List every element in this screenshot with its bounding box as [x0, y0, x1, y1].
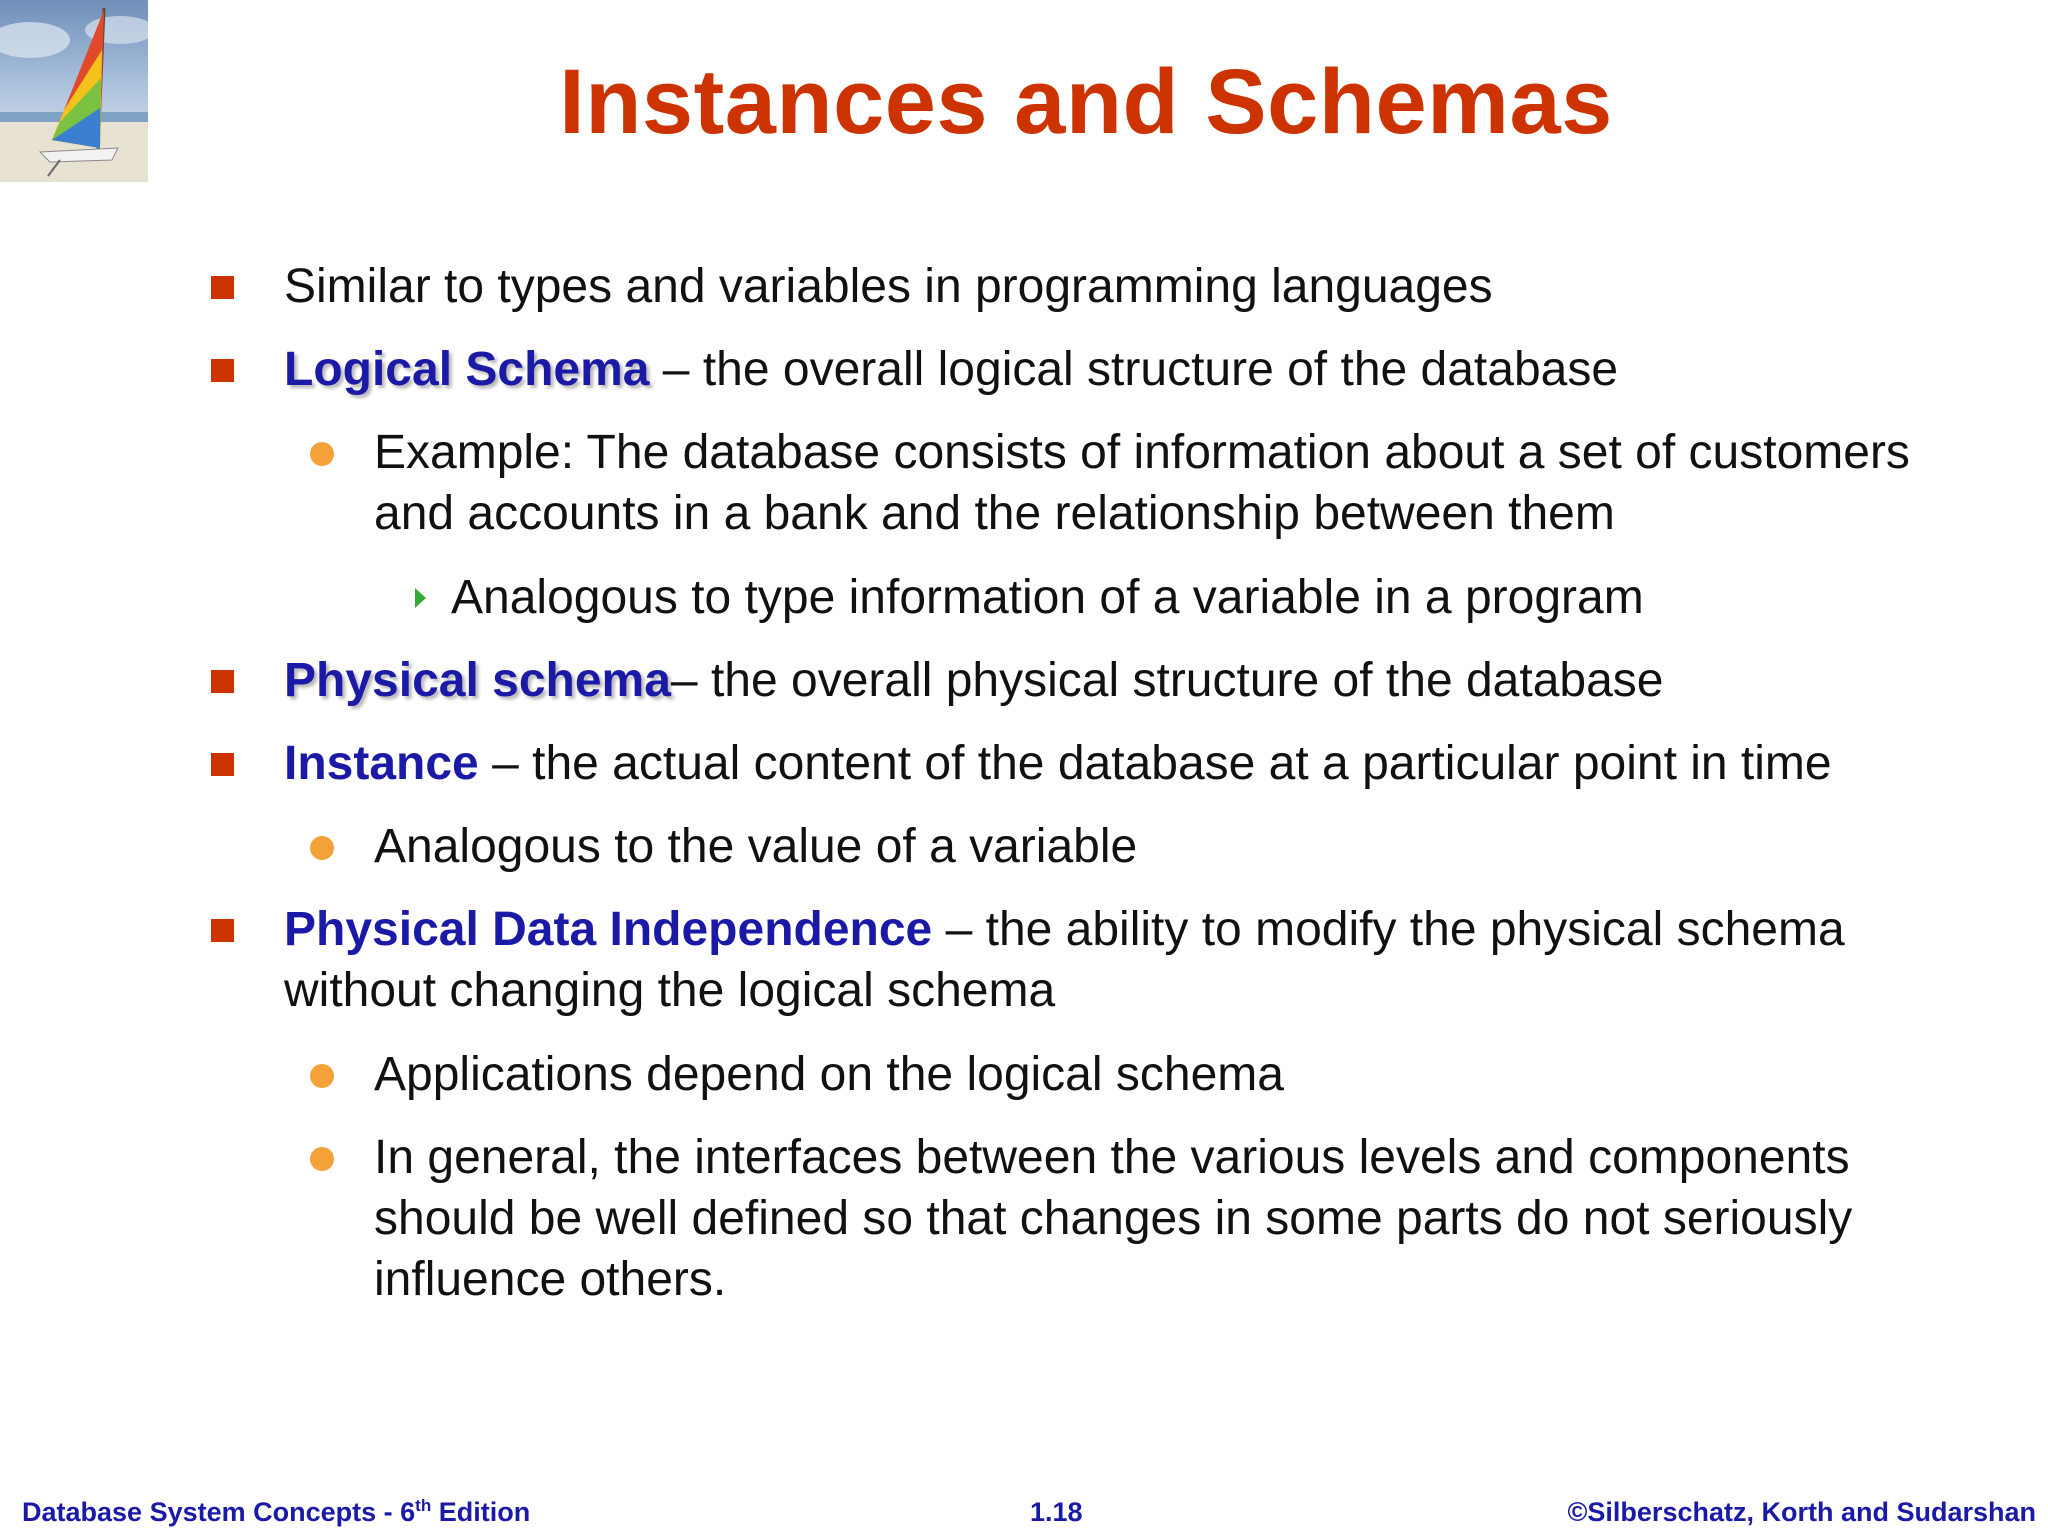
- sub-bullet-text: Applications depend on the logical schema: [374, 1048, 1284, 1101]
- sub-bullet-text: In general, the interfaces between the various levels and components should be well defined so that changes in some parts do not seriously influence others.: [374, 1131, 1853, 1306]
- bullet-item-2: [284, 339, 1984, 400]
- bullet-item-4: [284, 733, 1984, 794]
- term-logical-schema: Logical Schema: [284, 343, 650, 396]
- term-physical-data-independence: Physical Data Independence: [284, 903, 933, 956]
- sub-bullet-text: Example: The database consists of information about a set of customers and accounts in a bank and the relationship between them: [374, 426, 1910, 540]
- bullet-text-wrapper: [284, 733, 1984, 794]
- sub-bullet-item-4-1: [374, 816, 1974, 877]
- square-bullet-icon: [211, 276, 234, 299]
- bullet-text: Similar to types and variables in programming languages: [284, 260, 1493, 313]
- sub-bullet-item-5-1: [374, 1044, 1974, 1105]
- slide-footer: [0, 1497, 2048, 1531]
- bullet-text: – the overall physical structure of the database: [670, 654, 1664, 707]
- bullet-text-wrapper: [284, 339, 1984, 400]
- footer-slide-number: 1.18: [1030, 1497, 1083, 1527]
- bullet-item-3: [284, 650, 1984, 711]
- dot-bullet-icon: [310, 836, 334, 860]
- term-physical-schema: Physical schema: [284, 654, 671, 707]
- bullet-item-1: [284, 256, 1984, 317]
- bullet-text-wrapper: [284, 899, 1984, 1021]
- bullet-text: – the actual content of the database at a particular point in time: [478, 737, 1832, 790]
- bullet-item-5: [284, 899, 1984, 1021]
- sub-sub-bullet-item-2-1-1: [451, 567, 1951, 628]
- sub-sub-bullet-text: Analogous to type information of a variable in a program: [451, 571, 1644, 624]
- bullet-text-wrapper: [284, 650, 1984, 711]
- square-bullet-icon: [211, 753, 234, 776]
- dot-bullet-icon: [310, 1147, 334, 1171]
- square-bullet-icon: [211, 359, 234, 382]
- sub-bullet-item-2-1: [374, 422, 1974, 544]
- term-instance: Instance: [284, 737, 479, 790]
- sub-bullet-item-5-2: [374, 1127, 1974, 1310]
- bullet-text: – the ability to modify the physical schema without changing the logical schema: [284, 903, 1845, 1017]
- footer-book-title-sup: th: [415, 1496, 432, 1515]
- dot-bullet-icon: [310, 1064, 334, 1088]
- footer-book-title-main: Database System Concepts - 6: [22, 1497, 416, 1527]
- footer-book-title-suffix: Edition: [431, 1497, 531, 1527]
- square-bullet-icon: [211, 670, 234, 693]
- triangle-bullet-icon: [415, 588, 426, 608]
- square-bullet-icon: [211, 919, 234, 942]
- sub-bullet-text: Analogous to the value of a variable: [374, 820, 1138, 873]
- dot-bullet-icon: [310, 442, 334, 466]
- footer-book-title: [22, 1497, 530, 1528]
- bullet-text: – the overall logical structure of the database: [649, 343, 1619, 396]
- slide-title-text: Instances and Schemas: [559, 51, 1613, 153]
- footer-copyright: ©Silberschatz, Korth and Sudarshan: [1567, 1497, 2036, 1527]
